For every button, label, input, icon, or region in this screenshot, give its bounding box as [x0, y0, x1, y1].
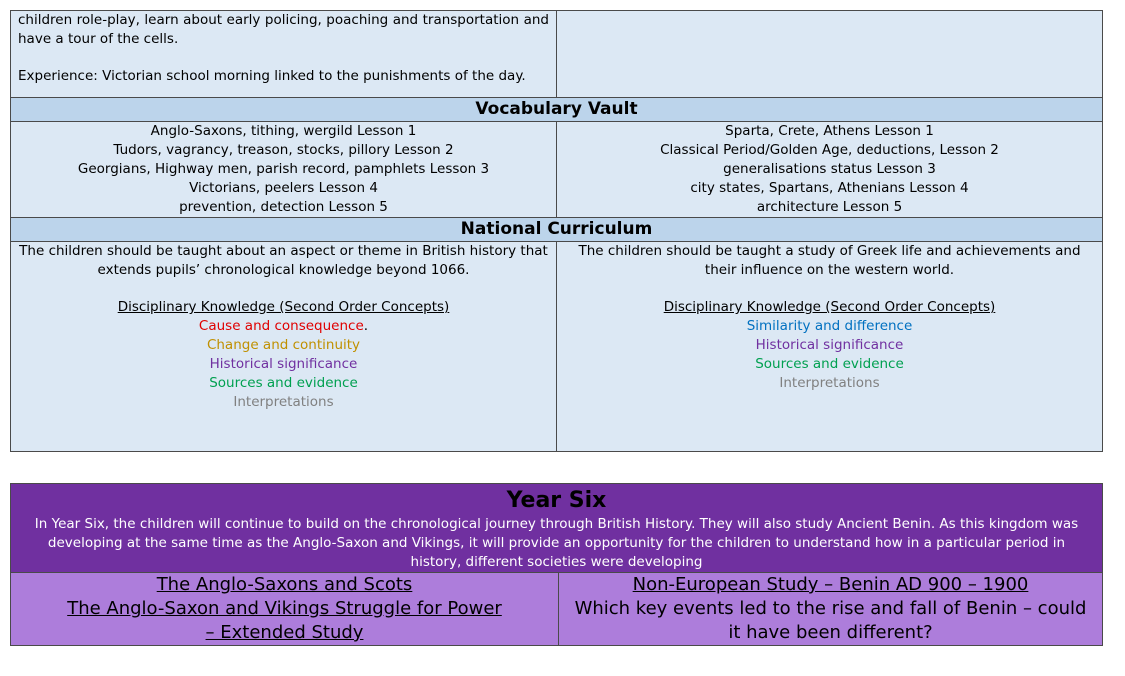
- year-six-unit-right: [559, 573, 1103, 646]
- vocab-item: Tudors, vagrancy, treason, stocks, pillory Lesson 2: [113, 142, 454, 158]
- experience-cell-right: [557, 11, 1103, 98]
- unit-heading: Non-European Study – Benin AD 900 – 1900: [632, 574, 1029, 595]
- year-six-intro: In Year Six, the children will continue to build on the chronological journey through British History. They will also study Ancient Benin. As this kingdom was developing at the same time as the Anglo-Saxon and Vikings, it will provide an opportunity for the children to understand how in a particular period in history, different societies were developing: [34, 516, 1079, 570]
- disciplinary-knowledge-title: Disciplinary Knowledge (Second Order Concepts): [117, 299, 450, 315]
- vocabulary-cell-left: [11, 122, 557, 218]
- experience-text: children role-play, learn about early policing, poaching and transportation and have a tour of the cells.: [18, 12, 549, 47]
- curriculum-cell-left: The children should be taught about an aspect or theme in British history that extends pupils’ chronological knowledge beyond 1066. Disciplinary Knowledge (Second Order Concepts) Cause and consequence. Change and continuity Historical significance Sources and evidence Interpretations: [11, 242, 557, 452]
- concept-significance: Historical significance: [209, 356, 358, 372]
- vocab-item: generalisations status Lesson 3: [723, 161, 936, 177]
- vocab-item: architecture Lesson 5: [756, 199, 903, 215]
- year-six-unit-left: [11, 573, 559, 646]
- experience-cell-left: [11, 11, 557, 98]
- year-six-header: [11, 484, 1103, 573]
- concept-interpretations: Interpretations: [779, 375, 880, 391]
- concept-sources: Sources and evidence: [755, 356, 904, 372]
- vocab-item: city states, Spartans, Athenians Lesson 4: [690, 180, 969, 196]
- vocabulary-title: Vocabulary Vault: [475, 99, 638, 119]
- curriculum-intro: The children should be taught about an aspect or theme in British history that extends pupils’ chronological knowledge beyond 1066.: [19, 243, 548, 278]
- curriculum-intro: The children should be taught a study of Greek life and achievements and their influence on the western world.: [578, 243, 1081, 278]
- unit-heading: The Anglo-Saxons and Scots: [156, 574, 413, 595]
- unit-heading: – Extended Study: [205, 622, 364, 643]
- experience-school-text: Experience: Victorian school morning linked to the punishments of the day.: [18, 68, 526, 84]
- unit-question: Which key events led to the rise and fall of Benin – could it have been different?: [574, 598, 1087, 643]
- vocab-item: Georgians, Highway men, parish record, pamphlets Lesson 3: [77, 161, 490, 177]
- concept-significance: Historical significance: [755, 337, 904, 353]
- vocabulary-cell-right: [557, 122, 1103, 218]
- year-six-title: Year Six: [506, 488, 607, 513]
- vocab-item: Anglo-Saxons, tithing, wergild Lesson 1: [150, 123, 417, 139]
- curriculum-header: [11, 218, 1103, 242]
- concept-cause: Cause and consequence: [198, 318, 364, 334]
- concept-interpretations: Interpretations: [233, 394, 334, 410]
- curriculum-title: National Curriculum: [460, 219, 653, 239]
- unit-heading: The Anglo-Saxon and Vikings Struggle for Power: [67, 598, 502, 619]
- curriculum-cell-right: [557, 242, 1103, 452]
- history-overview-table: [10, 10, 1103, 452]
- vocabulary-header: [11, 98, 1103, 122]
- vocab-item: Classical Period/Golden Age, deductions, Lesson 2: [660, 142, 999, 158]
- vocab-item: prevention, detection Lesson 5: [179, 199, 388, 215]
- vocab-item: Sparta, Crete, Athens Lesson 1: [725, 123, 934, 139]
- concept-change: Change and continuity: [206, 337, 361, 353]
- vocab-item: Victorians, peelers Lesson 4: [189, 180, 378, 196]
- year-six-table: [10, 483, 1103, 646]
- concept-similarity: Similarity and difference: [746, 318, 913, 334]
- concept-sources: Sources and evidence: [209, 375, 358, 391]
- disciplinary-knowledge-title: Disciplinary Knowledge (Second Order Concepts): [663, 299, 996, 315]
